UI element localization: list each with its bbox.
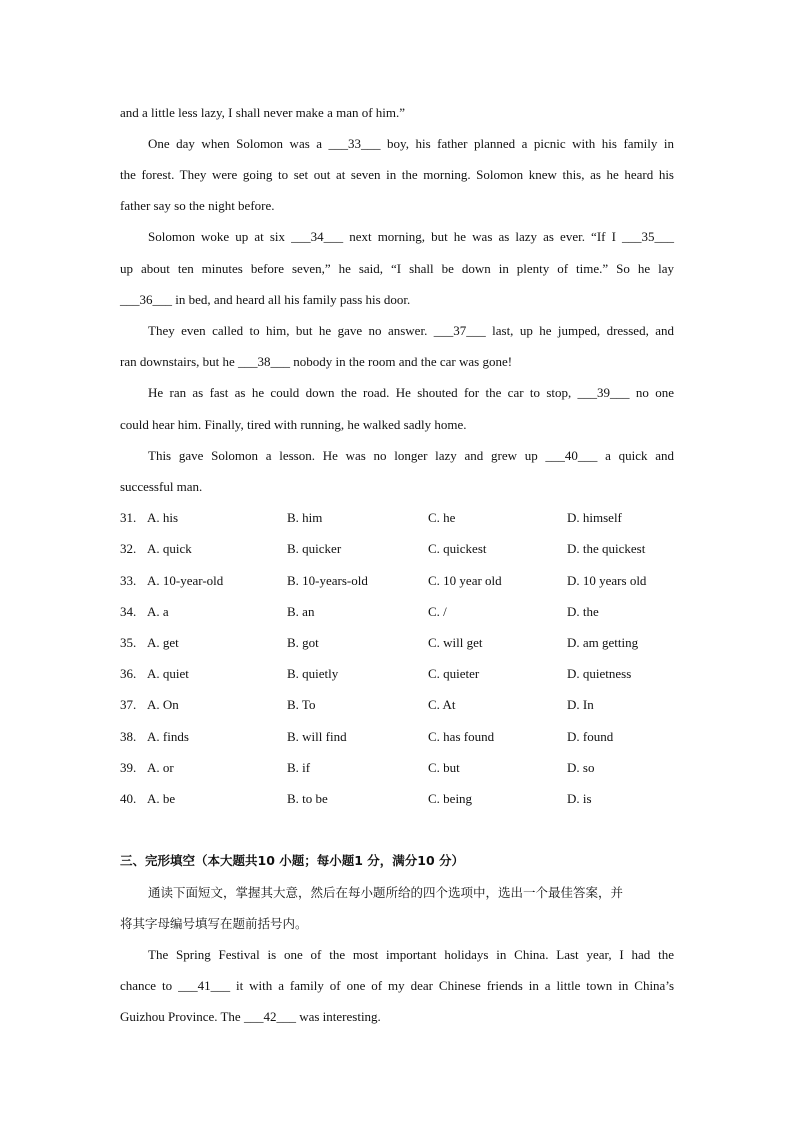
option-b: B. quietly [287,666,339,681]
option-a: A. be [147,791,176,806]
option-c: C. but [428,760,460,775]
passage-line: father say so the night before. [120,198,275,213]
option-c: C. 10 year old [428,573,502,588]
option-c: C. has found [428,729,495,744]
option-d: D. found [567,729,614,744]
option-a: A. On [147,697,179,712]
question-number: 35. [120,635,137,650]
question-options-35 [120,635,680,651]
option-a: A. finds [147,729,189,744]
question-number: 39. [120,760,137,775]
option-b: B. got [287,635,319,650]
option-a: A. a [147,604,169,619]
option-c: C. he [428,510,456,525]
section-heading: 三、完形填空（本大题共10 小题；每小题1 分，满分10 分） [120,853,465,868]
passage-line: ___36___ in bed, and heard all his family pass his door. [120,292,411,307]
passage-line: ran downstairs, but he ___38___ nobody in the room and the car was gone! [120,354,513,369]
question-options-38 [120,729,680,745]
option-d: D. In [567,697,594,712]
option-a: A. his [147,510,179,525]
passage-line: One day when Solomon was a ___33___ boy, his father planned a picnic with his family in [148,136,674,151]
passage-line: up about ten minutes before seven,” he said, “I shall be down in plenty of time.” So he lay [120,261,674,276]
question-options-31 [120,510,680,526]
option-d: D. is [567,791,592,806]
option-d: D. the quickest [567,541,646,556]
question-number: 36. [120,666,137,681]
passage-line: chance to ___41___ it with a family of one of my dear Chinese friends in a little town in China’s [120,978,674,993]
question-options-33 [120,573,680,589]
question-options-36 [120,666,680,682]
option-b: B. him [287,510,323,525]
option-b: B. quicker [287,541,342,556]
option-d: D. the [567,604,599,619]
question-number: 38. [120,729,137,744]
option-c: C. being [428,791,473,806]
question-options-40 [120,791,680,807]
question-number: 40. [120,791,137,806]
question-number: 33. [120,573,137,588]
option-a: A. or [147,760,174,775]
passage-line: He ran as fast as he could down the road. He shouted for the car to stop, ___39___ no one [148,385,674,400]
question-number: 31. [120,510,137,525]
passage-line: Guizhou Province. The ___42___ was interesting. [120,1009,381,1024]
option-d: D. am getting [567,635,639,650]
option-b: B. an [287,604,315,619]
passage-line: successful man. [120,479,203,494]
option-b: B. to be [287,791,328,806]
option-d: D. quietness [567,666,632,681]
option-d: D. so [567,760,595,775]
passage-line: They even called to him, but he gave no answer. ___37___ last, up he jumped, dressed, and [148,323,674,338]
option-b: B. if [287,760,311,775]
passage-line: The Spring Festival is one of the most important holidays in China. Last year, I had the [148,947,674,962]
passage-line: This gave Solomon a lesson. He was no longer lazy and grew up ___40___ a quick and [148,448,674,463]
question-options-37 [120,697,680,713]
section-instruction: 通读下面短文，掌握其大意，然后在每小题所给的四个选项中，选出一个最佳答案，并 [148,885,624,900]
option-c: C. / [428,604,447,619]
option-d: D. himself [567,510,622,525]
question-number: 34. [120,604,137,619]
option-c: C. will get [428,635,483,650]
option-d: D. 10 years old [567,573,647,588]
question-options-32 [120,541,680,557]
option-a: A. quiet [147,666,189,681]
option-b: B. To [287,697,316,712]
option-c: C. At [428,697,456,712]
question-options-34 [120,604,680,620]
section-instruction: 将其字母编号填写在题前括号内。 [120,916,308,931]
option-a: A. get [147,635,179,650]
option-c: C. quieter [428,666,480,681]
passage-line: could hear him. Finally, tired with running, he walked sadly home. [120,417,467,432]
passage-line: Solomon woke up at six ___34___ next morning, but he was as lazy as ever. “If I ___35___ [148,229,674,244]
question-options-39 [120,760,680,776]
option-b: B. will find [287,729,347,744]
passage-line: the forest. They were going to set out at seven in the morning. Solomon knew this, as he heard his [120,167,674,182]
question-number: 32. [120,541,137,556]
passage-line: and a little less lazy, I shall never make a man of him.” [120,105,406,120]
option-a: A. quick [147,541,192,556]
option-a: A. 10-year-old [147,573,224,588]
option-b: B. 10-years-old [287,573,368,588]
option-c: C. quickest [428,541,487,556]
question-number: 37. [120,697,137,712]
